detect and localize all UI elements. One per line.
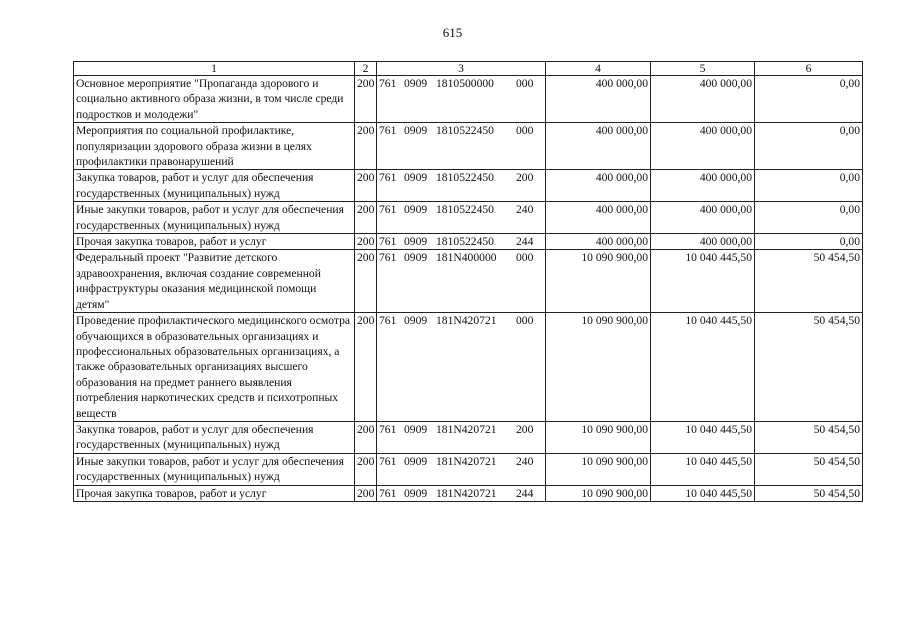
- code-type: 244: [516, 235, 534, 249]
- row-code: [377, 421, 546, 453]
- code-target: 1810522450: [436, 124, 494, 138]
- row-col2: 200: [355, 313, 377, 422]
- row-name: Прочая закупка товаров, работ и услуг: [74, 485, 355, 501]
- code-section: 0909: [404, 422, 428, 436]
- row-value-5: 400 000,00: [651, 170, 755, 202]
- row-col2: 200: [355, 421, 377, 453]
- row-value-5: 10 040 445,50: [651, 421, 755, 453]
- row-name: Закупка товаров, работ и услуг для обеспечения государственных (муниципальных) нужд: [74, 421, 355, 453]
- table-row: [74, 485, 863, 501]
- row-col2: 200: [355, 170, 377, 202]
- row-code: [377, 170, 546, 202]
- code-admin: 761: [379, 124, 397, 138]
- table-row: [74, 170, 863, 202]
- column-header: 5: [651, 62, 755, 76]
- table-row: [74, 313, 863, 422]
- row-value-4: 10 090 900,00: [546, 313, 651, 422]
- row-col2: 200: [355, 453, 377, 485]
- row-code: [377, 485, 546, 501]
- table-row: [74, 421, 863, 453]
- row-value-6: 0,00: [755, 234, 863, 250]
- column-header: 2: [355, 62, 377, 76]
- row-value-5: 10 040 445,50: [651, 313, 755, 422]
- row-value-6: 50 454,50: [755, 485, 863, 501]
- row-value-5: 400 000,00: [651, 76, 755, 123]
- code-target: 181N420721: [436, 454, 497, 468]
- row-value-6: 0,00: [755, 170, 863, 202]
- table-row: [74, 453, 863, 485]
- code-admin: 761: [379, 422, 397, 436]
- code-admin: 761: [379, 251, 397, 265]
- row-name: Мероприятия по социальной профилактике, популяризации здорового образа жизни в целях профилактики правонарушений: [74, 123, 355, 170]
- row-value-5: 400 000,00: [651, 234, 755, 250]
- row-value-5: 400 000,00: [651, 202, 755, 234]
- code-section: 0909: [404, 203, 428, 217]
- row-value-6: 0,00: [755, 202, 863, 234]
- row-name: Иные закупки товаров, работ и услуг для обеспечения государственных (муниципальных) нужд: [74, 453, 355, 485]
- code-type: 240: [516, 203, 534, 217]
- code-admin: 761: [379, 171, 397, 185]
- row-name: Федеральный проект "Развитие детского здравоохранения, включая создание современной инфраструктуры оказания медицинской помощи детям": [74, 250, 355, 313]
- code-admin: 761: [379, 77, 397, 90]
- row-value-4: 400 000,00: [546, 170, 651, 202]
- code-section: 0909: [404, 486, 428, 500]
- code-type: 000: [516, 314, 534, 328]
- row-col2: 200: [355, 234, 377, 250]
- row-value-4: 400 000,00: [546, 202, 651, 234]
- row-name: Прочая закупка товаров, работ и услуг: [74, 234, 355, 250]
- code-target: 181N400000: [436, 251, 497, 265]
- row-value-4: 10 090 900,00: [546, 421, 651, 453]
- column-header: 6: [755, 62, 863, 76]
- code-target: 1810522450: [436, 171, 494, 185]
- code-type: 000: [516, 77, 534, 90]
- code-section: 0909: [404, 251, 428, 265]
- code-section: 0909: [404, 454, 428, 468]
- row-value-5: 400 000,00: [651, 123, 755, 170]
- row-value-4: 400 000,00: [546, 76, 651, 123]
- row-value-5: 10 040 445,50: [651, 453, 755, 485]
- code-target: 181N420721: [436, 486, 497, 500]
- table-row: [74, 234, 863, 250]
- code-admin: 761: [379, 454, 397, 468]
- code-admin: 761: [379, 314, 397, 328]
- row-value-5: 10 040 445,50: [651, 250, 755, 313]
- row-name: Основное мероприятие "Пропаганда здорового и социально активного образа жизни, в том числе среди подростков и молодежи": [74, 76, 355, 123]
- row-value-4: 10 090 900,00: [546, 485, 651, 501]
- code-target: 181N420721: [436, 314, 497, 328]
- table-row: [74, 250, 863, 313]
- code-admin: 761: [379, 235, 397, 249]
- column-header: 1: [74, 62, 355, 76]
- row-code: [377, 234, 546, 250]
- row-name: Закупка товаров, работ и услуг для обеспечения государственных (муниципальных) нужд: [74, 170, 355, 202]
- budget-table: [73, 61, 863, 502]
- row-value-6: 0,00: [755, 123, 863, 170]
- table-row: [74, 123, 863, 170]
- row-code: [377, 250, 546, 313]
- row-value-6: 50 454,50: [755, 453, 863, 485]
- row-value-4: 10 090 900,00: [546, 453, 651, 485]
- code-section: 0909: [404, 314, 428, 328]
- row-col2: 200: [355, 76, 377, 123]
- table-header-row: [74, 62, 863, 76]
- code-type: 000: [516, 124, 534, 138]
- row-value-6: 0,00: [755, 76, 863, 123]
- row-code: [377, 313, 546, 422]
- code-section: 0909: [404, 124, 428, 138]
- row-value-4: 400 000,00: [546, 234, 651, 250]
- row-value-5: 10 040 445,50: [651, 485, 755, 501]
- table-row: [74, 202, 863, 234]
- code-target: 181N420721: [436, 422, 497, 436]
- code-admin: 761: [379, 486, 397, 500]
- column-header: 4: [546, 62, 651, 76]
- row-value-6: 50 454,50: [755, 313, 863, 422]
- code-section: 0909: [404, 235, 428, 249]
- row-name: Иные закупки товаров, работ и услуг для обеспечения государственных (муниципальных) нужд: [74, 202, 355, 234]
- code-target: 1810522450: [436, 203, 494, 217]
- code-target: 1810522450: [436, 235, 494, 249]
- code-section: 0909: [404, 171, 428, 185]
- row-col2: 200: [355, 202, 377, 234]
- table-row: [74, 76, 863, 123]
- row-code: [377, 202, 546, 234]
- code-admin: 761: [379, 203, 397, 217]
- row-name: Проведение профилактического медицинского осмотра обучающихся в образовательных организациях и профессиональных образовательных организациях, а также образовательных организациях высшего образования на предмет раннего выявления потребления наркотических средств и психотропных веществ: [74, 313, 355, 422]
- code-type: 244: [516, 486, 534, 500]
- row-code: [377, 123, 546, 170]
- code-type: 200: [516, 171, 534, 185]
- code-type: 000: [516, 251, 534, 265]
- row-col2: 200: [355, 485, 377, 501]
- row-value-6: 50 454,50: [755, 250, 863, 313]
- row-value-4: 10 090 900,00: [546, 250, 651, 313]
- row-code: [377, 453, 546, 485]
- row-col2: 200: [355, 250, 377, 313]
- row-code: [377, 76, 546, 123]
- row-value-4: 400 000,00: [546, 123, 651, 170]
- page-number: 615: [442, 25, 463, 40]
- row-value-6: 50 454,50: [755, 421, 863, 453]
- row-col2: 200: [355, 123, 377, 170]
- code-type: 240: [516, 454, 534, 468]
- code-type: 200: [516, 422, 534, 436]
- code-target: 1810500000: [436, 77, 494, 90]
- code-section: 0909: [404, 77, 428, 90]
- column-header: 3: [377, 62, 546, 76]
